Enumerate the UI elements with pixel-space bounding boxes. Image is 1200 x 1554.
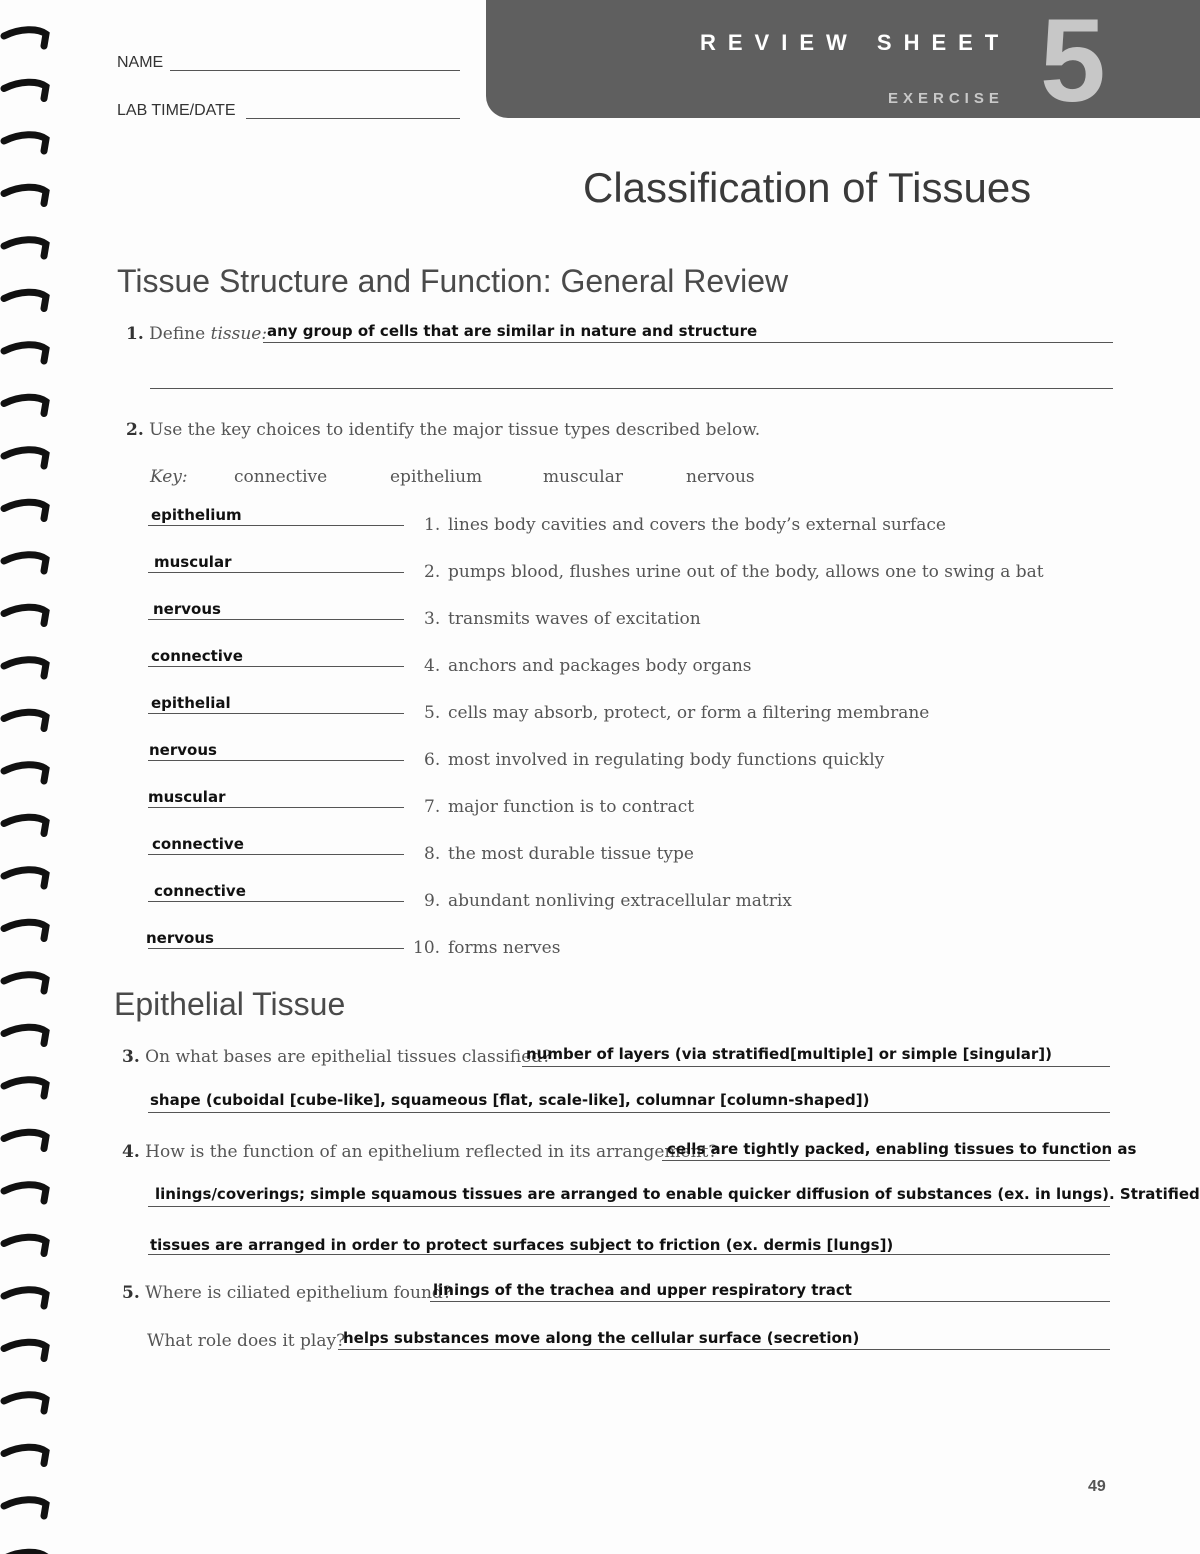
question-2 [126, 420, 760, 440]
matching-description-4: anchors and packages body organs [448, 656, 752, 676]
matching-answer-line [148, 525, 404, 526]
matching-answer-7[interactable]: muscular [148, 788, 226, 806]
matching-number-8: 8. [424, 844, 441, 864]
question-3-line-2 [148, 1112, 1110, 1113]
matching-description-8: the most durable tissue type [448, 844, 694, 864]
spiral-coil [4, 1132, 46, 1148]
question-1-line-2 [150, 388, 1113, 389]
matching-answer-1[interactable]: epithelium [151, 506, 242, 524]
matching-description-7: major function is to contract [448, 797, 695, 817]
question-4-answer-2[interactable]: linings/coverings; simple squamous tissues are arranged to enable quicker diffusion of substances (ex. in lungs). Stratified [155, 1185, 1200, 1203]
spiral-coil [4, 1185, 46, 1201]
spiral-coil [4, 502, 46, 518]
matching-description-6: most involved in regulating body functions quickly [448, 750, 885, 770]
exercise-number: 5 [1040, 0, 1106, 127]
matching-answer-line [148, 854, 404, 855]
spiral-coil [4, 240, 46, 256]
matching-answer-line [148, 760, 404, 761]
spiral-coil [4, 555, 46, 571]
spiral-coil [4, 660, 46, 676]
matching-answer-10[interactable]: nervous [146, 929, 214, 947]
spiral-binding [0, 0, 60, 1554]
matching-number-10: 10. [413, 938, 441, 958]
question-3-line-1 [522, 1066, 1110, 1067]
question-4-line-3 [148, 1254, 1110, 1255]
spiral-coil [4, 1395, 46, 1411]
spiral-coil [4, 292, 46, 308]
name-label: NAME [117, 54, 164, 71]
question-4 [122, 1142, 718, 1162]
question-2-number: 2. [126, 420, 144, 440]
spiral-coil [4, 922, 46, 938]
spiral-coil [4, 712, 46, 728]
page-number: 49 [1088, 1478, 1106, 1495]
matching-number-2: 2. [424, 562, 441, 582]
matching-answer-line [148, 619, 404, 620]
matching-number-1: 1. [424, 515, 441, 535]
question-3-prompt: On what bases are epithelial tissues classified? [145, 1047, 552, 1067]
matching-answer-line [148, 572, 404, 573]
spiral-coil [4, 1027, 46, 1043]
key-muscular: muscular [543, 467, 623, 487]
section-heading-epithelial: Epithelial Tissue [114, 986, 346, 1022]
question-4-answer-3[interactable]: tissues are arranged in order to protect surfaces subject to friction (ex. dermis [lungs]) [150, 1236, 894, 1254]
question-2-prompt: Use the key choices to identify the major tissue types described below. [149, 420, 761, 440]
question-5 [122, 1283, 452, 1303]
matching-answer-2[interactable]: muscular [154, 553, 232, 571]
spiral-coil [4, 975, 46, 991]
question-1-prefix: Define [149, 324, 206, 344]
section-heading-general-review: Tissue Structure and Function: General Review [117, 263, 789, 299]
matching-number-5: 5. [424, 703, 441, 723]
matching-answer-6[interactable]: nervous [149, 741, 217, 759]
question-5-number: 5. [122, 1283, 140, 1303]
question-1 [126, 324, 267, 344]
matching-description-10: forms nerves [448, 938, 561, 958]
spiral-coil [4, 765, 46, 781]
matching-number-4: 4. [424, 656, 441, 676]
question-5-line-1 [430, 1301, 1110, 1302]
spiral-coil [4, 82, 46, 98]
spiral-coil [4, 1237, 46, 1253]
question-3-answer-1[interactable]: number of layers (via stratified[multiple] or simple [singular]) [526, 1045, 1052, 1063]
page-title: Classification of Tissues [583, 164, 1032, 211]
spiral-coil [4, 817, 46, 833]
matching-description-2: pumps blood, flushes urine out of the body, allows one to swing a bat [448, 562, 1044, 582]
matching-answer-5[interactable]: epithelial [151, 694, 231, 712]
spiral-coil [4, 607, 46, 623]
spiral-coil [4, 397, 46, 413]
question-5-answer-2[interactable]: helps substances move along the cellular surface (secretion) [343, 1329, 860, 1347]
labtime-field[interactable] [246, 118, 460, 119]
key-nervous: nervous [686, 467, 755, 487]
matching-description-9: abundant nonliving extracellular matrix [448, 891, 792, 911]
question-5-answer-1[interactable]: linings of the trachea and upper respiratory tract [433, 1281, 852, 1299]
spiral-coil [4, 187, 46, 203]
spiral-coil [4, 30, 46, 46]
review-sheet-title: REVIEW SHEET [700, 30, 1011, 55]
matching-answer-line [148, 901, 404, 902]
question-1-line-1 [263, 342, 1113, 343]
spiral-coil [4, 1500, 46, 1516]
name-field[interactable] [170, 70, 460, 71]
spiral-coil [4, 1342, 46, 1358]
question-1-answer[interactable]: any group of cells that are similar in nature and structure [267, 322, 758, 340]
question-3 [122, 1047, 551, 1067]
question-4-line-1 [662, 1160, 1110, 1161]
question-3-number: 3. [122, 1047, 140, 1067]
key-epithelium: epithelium [390, 467, 483, 487]
exercise-label: EXERCISE [888, 90, 1004, 107]
labtime-label: LAB TIME/DATE [117, 102, 236, 119]
spiral-coil [4, 870, 46, 886]
question-4-answer-1[interactable]: cells are tightly packed, enabling tissues to function as [667, 1140, 1137, 1158]
matching-answer-4[interactable]: connective [151, 647, 243, 665]
key-label: Key: [150, 467, 188, 487]
spiral-coil [4, 1447, 46, 1463]
spiral-coil [4, 135, 46, 151]
question-5-line-2 [338, 1349, 1110, 1350]
key-connective: connective [234, 467, 328, 487]
matching-answer-9[interactable]: connective [154, 882, 246, 900]
spiral-coil [4, 1290, 46, 1306]
spiral-coil [4, 345, 46, 361]
matching-number-3: 3. [424, 609, 441, 629]
matching-number-7: 7. [424, 797, 441, 817]
question-4-line-2 [148, 1206, 1110, 1207]
question-1-term: tissue: [210, 324, 268, 344]
matching-description-5: cells may absorb, protect, or form a filtering membrane [448, 703, 930, 723]
matching-answer-8[interactable]: connective [152, 835, 244, 853]
question-5-prompt: Where is ciliated epithelium found? [145, 1283, 452, 1303]
matching-number-6: 6. [424, 750, 441, 770]
question-3-answer-2[interactable]: shape (cuboidal [cube-like], squameous [flat, scale-like], columnar [column-shaped]) [150, 1091, 870, 1109]
matching-answer-line [148, 666, 404, 667]
matching-number-9: 9. [424, 891, 441, 911]
question-4-number: 4. [122, 1142, 140, 1162]
matching-description-1: lines body cavities and covers the body’s external surface [448, 515, 946, 535]
question-4-prompt: How is the function of an epithelium reflected in its arrangement? [145, 1142, 718, 1162]
matching-answer-line [148, 948, 404, 949]
spiral-coil [4, 1080, 46, 1096]
matching-answer-line [148, 807, 404, 808]
matching-answer-line [148, 713, 404, 714]
matching-description-3: transmits waves of excitation [448, 609, 701, 629]
spiral-coil [4, 450, 46, 466]
question-5-prompt-2: What role does it play? [147, 1331, 346, 1351]
matching-answer-3[interactable]: nervous [153, 600, 221, 618]
question-1-number: 1. [126, 324, 144, 344]
